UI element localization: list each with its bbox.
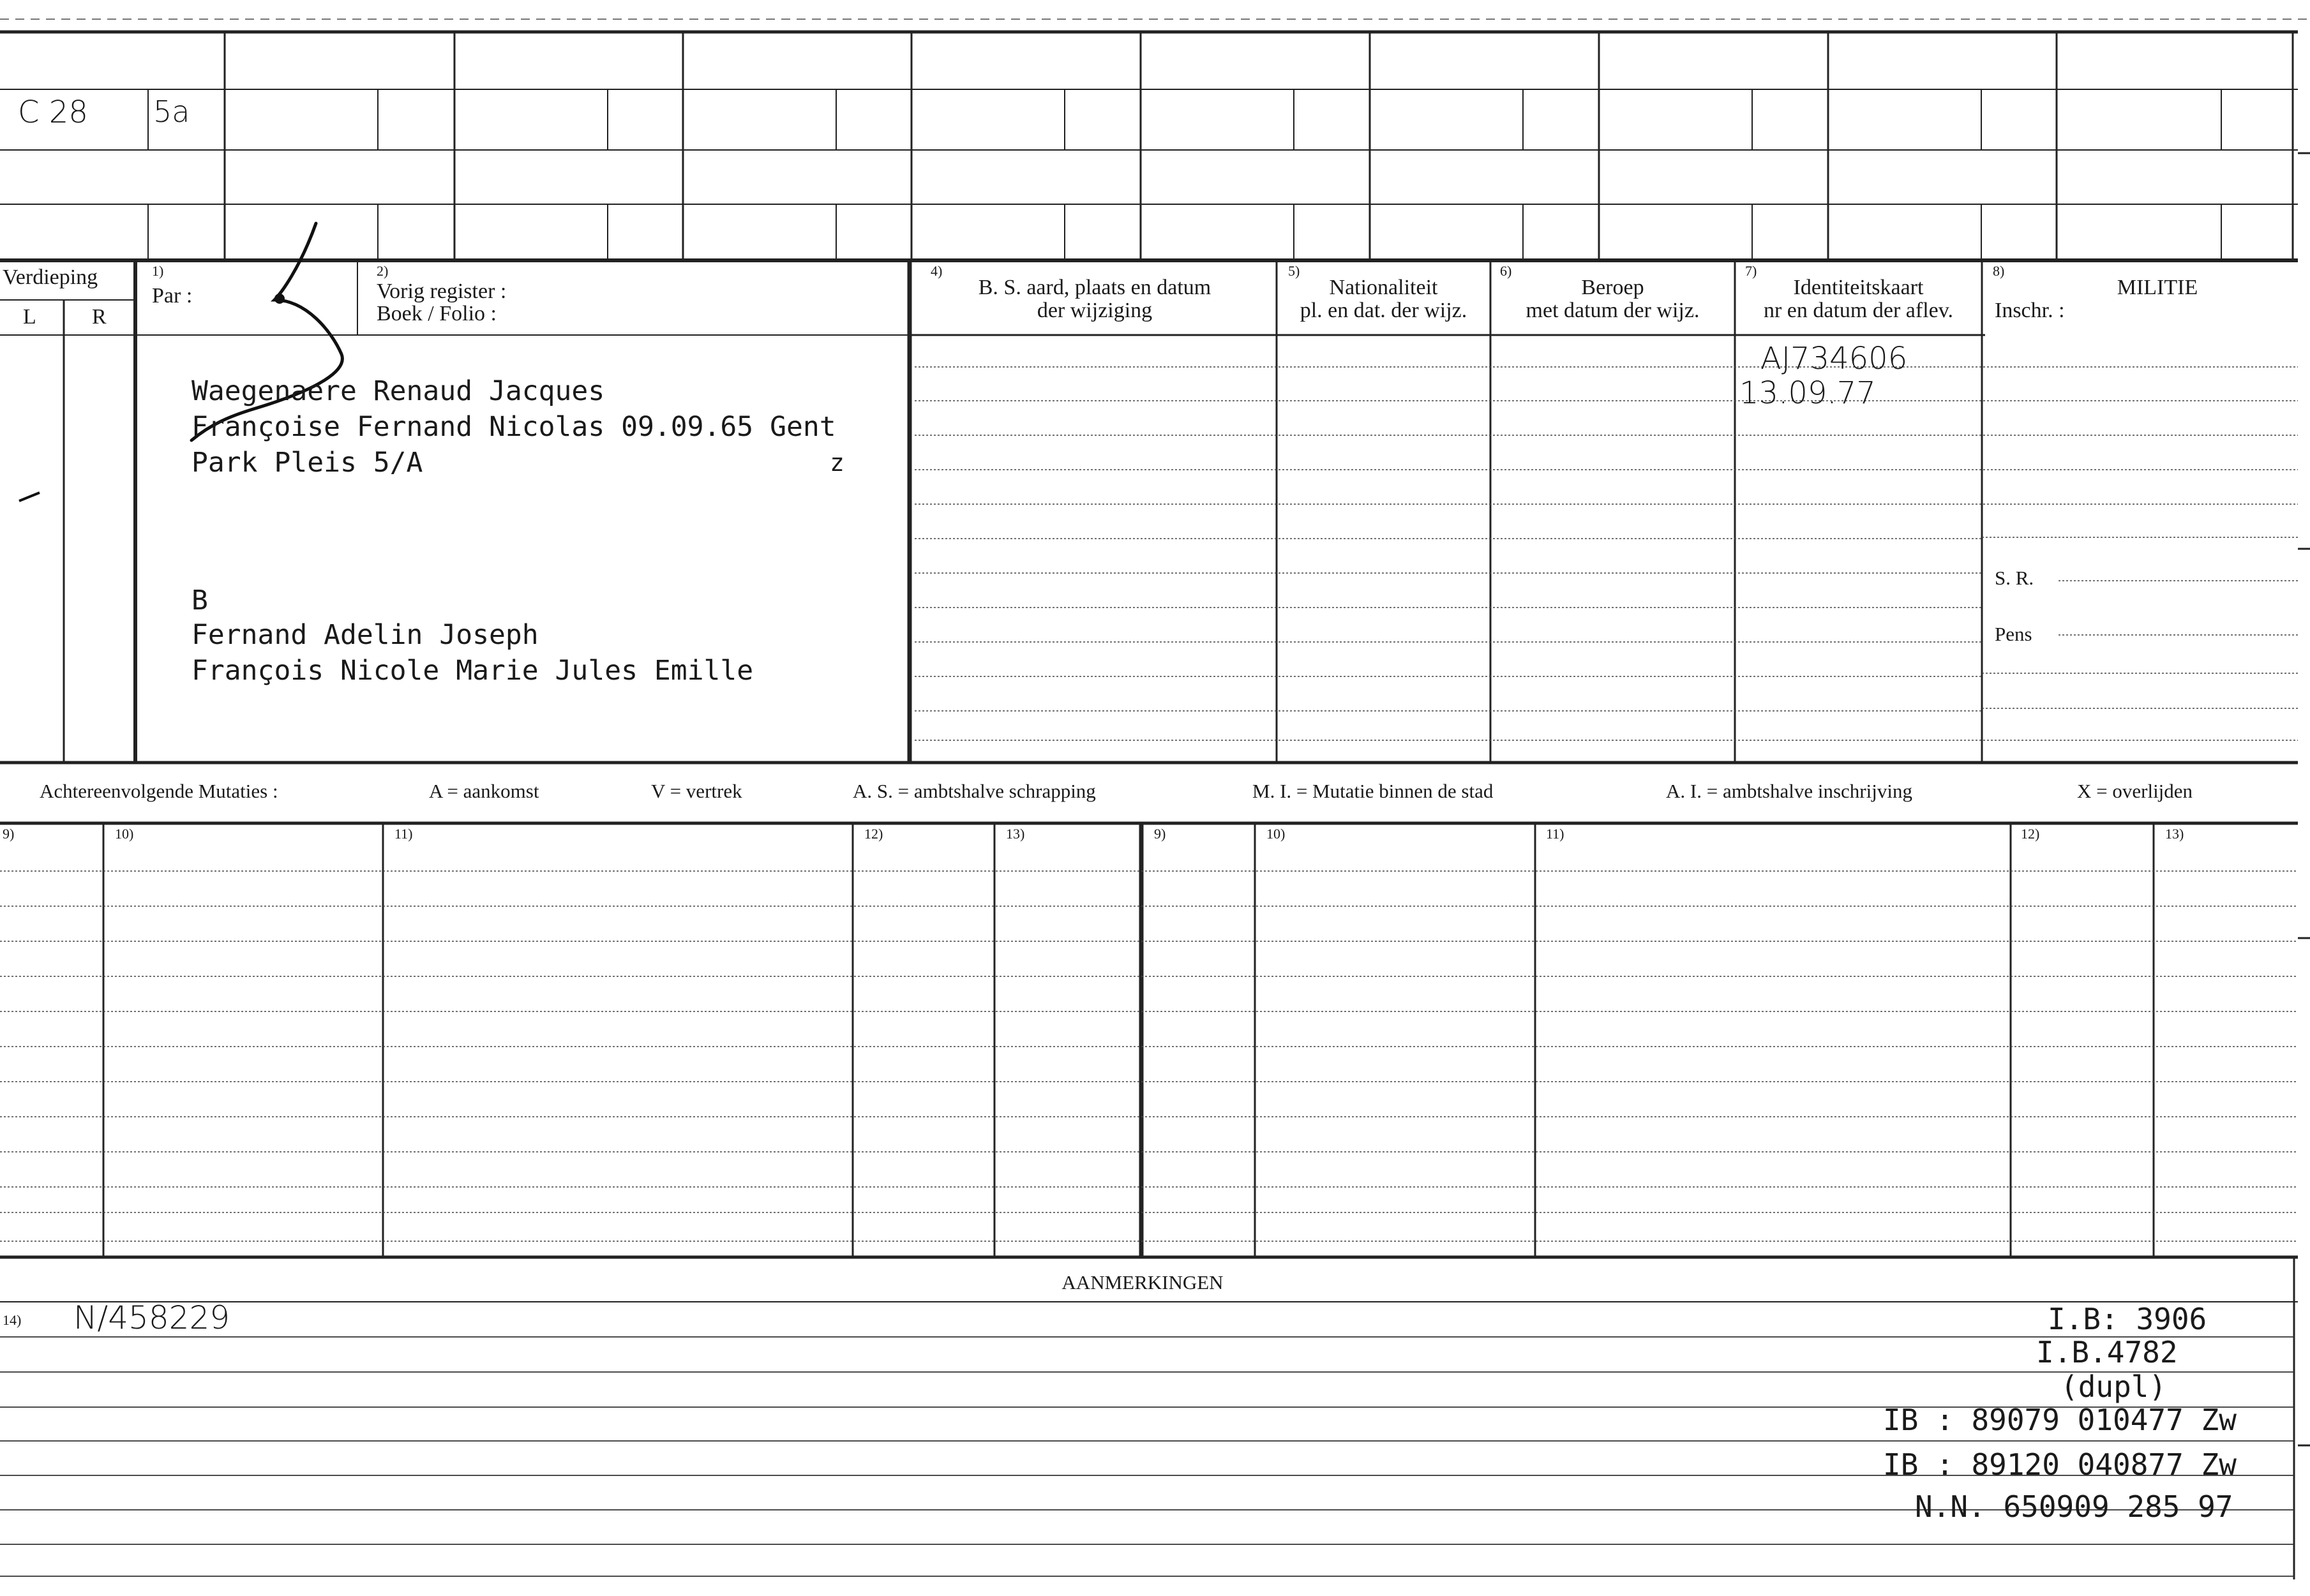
person-address-line: Park Pleis 5/A <box>191 447 423 479</box>
field-number-8: 8) <box>1993 263 2005 279</box>
verdieping-label: Verdieping <box>3 265 98 289</box>
legend-ambtshalve-schrapping: A. S. = ambtshalve schrapping <box>853 780 1096 802</box>
sr-label: S. R. <box>1995 567 2034 589</box>
card-code: C 28 <box>18 94 88 130</box>
parents-marker: B <box>191 585 208 616</box>
militie-header: MILITIE <box>2117 276 2198 299</box>
identity-card-date: 13.09.77 <box>1739 375 1876 411</box>
legend-ambtshalve-inschrijving: A. I. = ambtshalve inschrijving <box>1666 780 1912 802</box>
mut-col-right-11: 11) <box>1546 826 1564 842</box>
person-details-line: Françoise Fernand Nicolas 09.09.65 Gent <box>191 411 836 443</box>
boek-folio-label: Boek / Folio : <box>377 302 497 325</box>
mut-col-left-13: 13) <box>1006 826 1025 842</box>
mut-col-left-11: 11) <box>394 826 413 842</box>
floor-left-label: L <box>23 305 36 329</box>
mutations-legend-title: Achtereenvolgende Mutaties : <box>40 780 278 802</box>
mut-col-left-9: 9) <box>3 826 15 842</box>
mut-col-right-10: 10) <box>1266 826 1286 842</box>
legend-aankomst: A = aankomst <box>429 780 539 802</box>
mut-col-right-9: 9) <box>1154 826 1166 842</box>
field-number-2: 2) <box>377 263 389 279</box>
vorig-register-label: Vorig register : <box>377 280 507 303</box>
mut-col-left-12: 12) <box>864 826 883 842</box>
bs-header-line2: der wijziging <box>1037 299 1153 322</box>
par-label: Par : <box>152 284 193 308</box>
mut-col-left-10: 10) <box>115 826 134 842</box>
mother-name: François Nicole Marie Jules Emille <box>191 655 754 687</box>
card-sub-code: 5a <box>153 94 190 129</box>
bs-header-line1: B. S. aard, plaats en datum <box>978 276 1211 299</box>
pens-label: Pens <box>1995 623 2032 645</box>
remarks-title: AANMERKINGEN <box>1061 1271 1224 1294</box>
address-mark: z <box>830 449 844 477</box>
remarks-ib-4: IB : 89120 040877 Zw <box>1883 1447 2237 1482</box>
father-name: Fernand Adelin Joseph <box>191 619 539 651</box>
beroep-header-line1: Beroep <box>1581 276 1644 299</box>
remarks-ib-2: I.B.4782 <box>2036 1335 2178 1369</box>
remarks-ib-1: I.B: 3906 <box>2048 1302 2207 1336</box>
legend-mutatie-stad: M. I. = Mutatie binnen de stad <box>1252 780 1494 802</box>
field-number-6: 6) <box>1500 263 1512 279</box>
field-number-7: 7) <box>1745 263 1757 279</box>
identiteitskaart-header-line2: nr en datum der aflev. <box>1763 299 1954 322</box>
mut-col-right-12: 12) <box>2021 826 2040 842</box>
beroep-header-line2: met datum der wijz. <box>1526 299 1700 322</box>
remarks-ib-3: IB : 89079 010477 Zw <box>1883 1403 2237 1437</box>
identiteitskaart-header-line1: Identiteitskaart <box>1793 276 1924 299</box>
inschr-label: Inschr. : <box>1995 299 2065 322</box>
remarks-national-number: N.N. 650909 285 97 <box>1915 1489 2233 1524</box>
field-number-14: 14) <box>3 1312 22 1328</box>
field-number-4: 4) <box>931 263 943 279</box>
legend-overlijden: X = overlijden <box>2077 780 2193 802</box>
field-number-1: 1) <box>152 263 164 279</box>
nationaliteit-header-line1: Nationaliteit <box>1329 276 1438 299</box>
legend-vertrek: V = vertrek <box>651 780 742 802</box>
remarks-reference: N/458229 <box>73 1299 230 1336</box>
identity-card-number: AJ734606 <box>1760 341 1908 377</box>
mut-col-right-13: 13) <box>2165 826 2184 842</box>
person-name-line: Waegenaere Renaud Jacques <box>191 375 605 407</box>
remarks-dupl: (dupl) <box>2060 1369 2167 1404</box>
field-number-5: 5) <box>1288 263 1300 279</box>
floor-right-label: R <box>92 305 107 329</box>
nationaliteit-header-line2: pl. en dat. der wijz. <box>1300 299 1467 322</box>
